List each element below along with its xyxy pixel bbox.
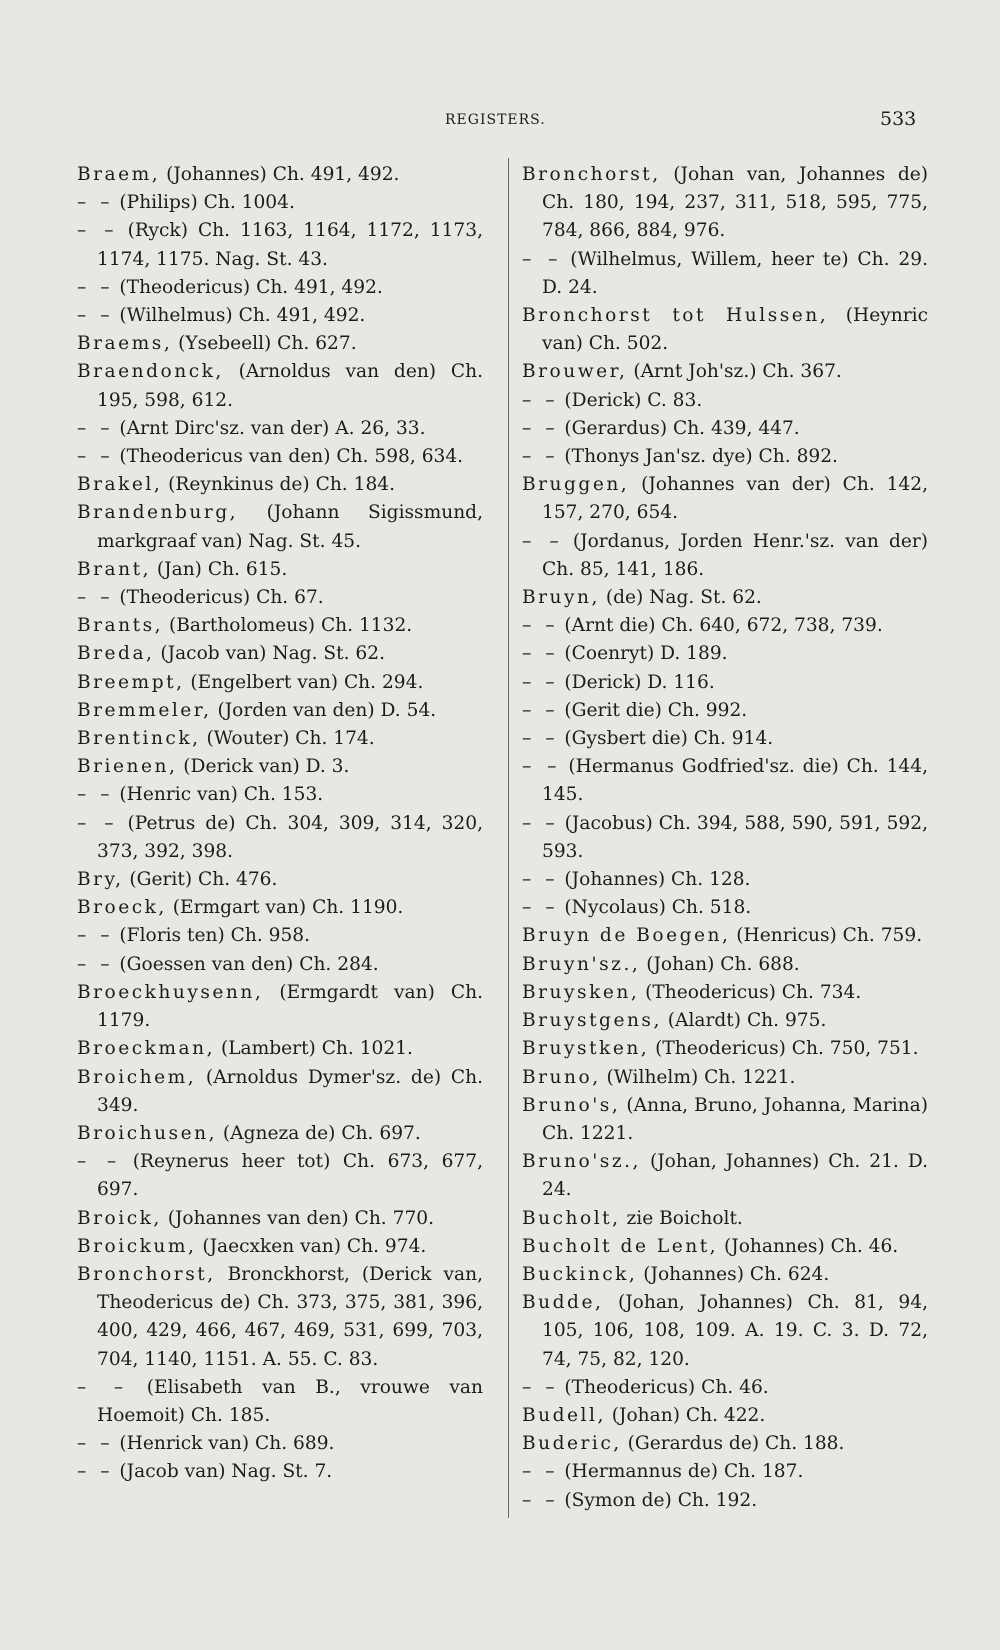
entry-headword: Braendonck,: [77, 361, 224, 383]
entry-text: (Derick) C. 83.: [558, 389, 703, 411]
entry-headword: Bruysken,: [522, 981, 640, 1003]
entry-headword: Brakel,: [77, 474, 163, 496]
entry-text: (Henricus) Ch. 759.: [730, 925, 923, 947]
entry-text: (Floris ten) Ch. 958.: [113, 925, 311, 947]
index-column-left: [77, 161, 483, 1487]
index-entry: [77, 1035, 483, 1063]
index-entry: [77, 302, 483, 330]
entry-ditto-dash: – –: [77, 925, 114, 947]
entry-headword: Bruggen,: [522, 474, 630, 496]
entry-text: (Ryck) Ch. 1163, 1164, 1172, 1173, 1174, 1175. Nag. St. 43.: [97, 220, 483, 270]
entry-text: (Gysbert die) Ch. 914.: [558, 728, 774, 750]
index-entry: [77, 217, 483, 273]
entry-text: (Johannes) Ch. 128.: [558, 869, 751, 891]
entry-text: (Jacob van) Nag. St. 62.: [154, 643, 386, 665]
entry-ditto-dash: – –: [77, 812, 118, 834]
index-entry: [77, 922, 483, 950]
page-number: 533: [880, 108, 917, 130]
index-entry: [522, 866, 928, 894]
index-entry: [522, 725, 928, 753]
entry-ditto-dash: – –: [77, 1433, 114, 1455]
entry-headword: Bruystgens,: [522, 1010, 662, 1032]
entry-text: (Henrick van) Ch. 689.: [113, 1433, 335, 1455]
entry-text: (Anna, Bruno, Johanna, Marina) Ch. 1221.: [542, 1094, 928, 1144]
index-entry: [77, 866, 483, 894]
entry-ditto-dash: – –: [522, 643, 559, 665]
entry-ditto-dash: – –: [522, 417, 559, 439]
index-entry: [77, 753, 483, 781]
entry-headword: Bucholt,: [522, 1207, 621, 1229]
entry-ditto-dash: – –: [77, 276, 114, 298]
entry-text: (Gerit) Ch. 476.: [123, 869, 278, 891]
entry-headword: Broichusen,: [77, 1122, 217, 1144]
index-entry: [77, 1233, 483, 1261]
index-entry: [522, 612, 928, 640]
entry-ditto-dash: – –: [522, 1461, 559, 1483]
entry-ditto-dash: – –: [77, 220, 118, 242]
entry-headword: Broeckman,: [77, 1038, 216, 1060]
index-entry: [522, 951, 928, 979]
entry-headword: Bucholt de Lent,: [522, 1235, 719, 1257]
entry-text: (Philips) Ch. 1004.: [113, 192, 295, 214]
index-entry: [77, 1148, 483, 1204]
index-entry: [77, 556, 483, 584]
entry-text: (Coenryt) D. 189.: [558, 643, 728, 665]
index-entry: [522, 415, 928, 443]
index-entry: [77, 1120, 483, 1148]
entry-headword: Bronchorst,: [522, 164, 661, 185]
entry-text: (Wilhelm) Ch. 1221.: [600, 1066, 796, 1088]
page-header: [0, 108, 1000, 138]
entry-ditto-dash: – –: [522, 530, 563, 552]
entry-text: (Theodericus) Ch. 750, 751.: [649, 1038, 919, 1060]
entry-text: (Johan, Johannes) Ch. 81, 94, 105, 106, 108, 109. A. 19. C. 3. D. 72, 74, 75, 82, 120.: [542, 1292, 928, 1370]
index-entry: [77, 415, 483, 443]
entry-text: (Hermannus de) Ch. 187.: [558, 1461, 804, 1483]
entry-text: (Derick van) D. 3.: [177, 756, 350, 778]
index-entry: [77, 499, 483, 555]
index-entry: [522, 753, 928, 809]
entry-headword: Broeck,: [77, 897, 167, 919]
entry-headword: Bruystken,: [522, 1038, 650, 1060]
index-entry: [522, 1148, 928, 1204]
entry-ditto-dash: – –: [522, 248, 562, 270]
entry-text: (Derick) D. 116.: [558, 671, 715, 693]
index-entry: [77, 358, 483, 414]
entry-text: (Johan van, Johannes de) Ch. 180, 194, 237, 311, 518, 595, 775, 784, 866, 884, 976.: [542, 164, 928, 242]
entry-ditto-dash: – –: [522, 1489, 559, 1511]
entry-headword: Bruno'sz.,: [522, 1151, 641, 1173]
index-entry: [522, 1261, 928, 1289]
index-entry: [522, 1092, 928, 1148]
entry-text: (Arnt Joh'sz.) Ch. 367.: [627, 361, 842, 383]
entry-ditto-dash: – –: [522, 671, 559, 693]
entry-text: (Johannes) Ch. 491, 492.: [160, 164, 400, 185]
entry-text: (Wilhelmus) Ch. 491, 492.: [113, 305, 366, 327]
entry-headword: Brants,: [77, 615, 164, 637]
index-entry: [522, 1233, 928, 1261]
entry-text: zie Boicholt.: [620, 1207, 743, 1229]
index-entry: [77, 979, 483, 1035]
entry-ditto-dash: – –: [77, 784, 114, 806]
index-entry: [522, 1064, 928, 1092]
index-entry: [77, 894, 483, 922]
index-entry: [522, 922, 928, 950]
index-entry: [522, 1374, 928, 1402]
entry-ditto-dash: – –: [522, 869, 559, 891]
entry-headword: Brienen,: [77, 756, 178, 778]
entry-headword: Brandenburg,: [77, 502, 239, 524]
index-entry: [77, 1430, 483, 1458]
index-entry: [77, 189, 483, 217]
index-entry: [77, 1374, 483, 1430]
entry-text: (Arnoldus Dymer'sz. de) Ch. 349.: [97, 1066, 483, 1116]
index-entry: [77, 640, 483, 668]
index-entry: [522, 246, 928, 302]
index-entry: [77, 471, 483, 499]
entry-text: (Jordanus, Jorden Henr.'sz. van der) Ch. 85, 141, 186.: [542, 530, 928, 580]
entry-text: (de) Nag. St. 62.: [599, 587, 762, 609]
entry-ditto-dash: – –: [522, 728, 559, 750]
entry-text: (Bartholomeus) Ch. 1132.: [163, 615, 413, 637]
index-entry: [77, 725, 483, 753]
entry-text: (Johan) Ch. 422.: [605, 1404, 766, 1426]
index-entry: [77, 584, 483, 612]
index-entry: [522, 1487, 928, 1515]
entry-headword: Bronchorst,: [77, 1263, 216, 1285]
column-divider: [508, 158, 509, 1518]
entry-text: (Hermanus Godfried'sz. die) Ch. 144, 145.: [542, 756, 928, 806]
entry-ditto-dash: – –: [522, 756, 561, 778]
index-entry: [522, 358, 928, 386]
entry-text: (Petrus de) Ch. 304, 309, 314, 320, 373, 392, 398.: [97, 812, 483, 862]
index-entry: [77, 1064, 483, 1120]
index-entry: [77, 443, 483, 471]
entry-text: (Agneza de) Ch. 697.: [217, 1122, 421, 1144]
index-entry: [77, 697, 483, 725]
index-entry: [77, 274, 483, 302]
index-entry: [522, 471, 928, 527]
entry-ditto-dash: – –: [522, 699, 559, 721]
entry-text: (Gerardus) Ch. 439, 447.: [558, 417, 800, 439]
entry-text: (Wilhelmus, Willem, heer te) Ch. 29. D. 24.: [542, 248, 928, 298]
entry-ditto-dash: – –: [77, 587, 114, 609]
entry-text: (Jacob van) Nag. St. 7.: [113, 1461, 333, 1483]
index-entry: [522, 1402, 928, 1430]
entry-text: (Johan, Johannes) Ch. 21. D. 24.: [542, 1151, 928, 1201]
entry-text: (Theodericus) Ch. 491, 492.: [113, 276, 383, 298]
index-entry: [522, 528, 928, 584]
entry-ditto-dash: – –: [77, 446, 114, 468]
entry-text: (Ermgardt van) Ch. 1179.: [97, 981, 483, 1032]
index-entry: [77, 612, 483, 640]
entry-ditto-dash: – –: [77, 1461, 114, 1483]
entry-ditto-dash: – –: [522, 615, 559, 637]
running-head: REGISTERS.: [445, 112, 546, 128]
entry-text: (Theodericus) Ch. 734.: [639, 981, 862, 1003]
entry-headword: Brant,: [77, 558, 151, 580]
entry-headword: Bruno's,: [522, 1094, 621, 1116]
entry-text: (Henric van) Ch. 153.: [113, 784, 324, 806]
index-entry: [522, 584, 928, 612]
entry-text: (Arnt die) Ch. 640, 672, 738, 739.: [558, 615, 883, 637]
entry-text: (Ysebeell) Ch. 627.: [172, 333, 357, 355]
index-entry: [522, 697, 928, 725]
entry-text: (Engelbert van) Ch. 294.: [184, 671, 424, 693]
entry-ditto-dash: – –: [77, 1151, 121, 1173]
entry-text: (Wouter) Ch. 174.: [200, 728, 375, 750]
entry-text: (Jan) Ch. 615.: [151, 558, 288, 580]
index-entry: [522, 1205, 928, 1233]
entry-headword: Bry,: [77, 869, 124, 891]
entry-text: (Gerardus de) Ch. 188.: [621, 1433, 845, 1455]
index-entry: [522, 810, 928, 866]
index-entry: [77, 781, 483, 809]
index-entry: [522, 640, 928, 668]
index-entry: [522, 1458, 928, 1486]
index-entry: [522, 1430, 928, 1458]
index-entry: [522, 669, 928, 697]
entry-headword: Bronchorst tot Hulssen,: [522, 305, 829, 327]
index-entry: [77, 951, 483, 979]
entry-text: (Jorden van den) D. 54.: [211, 699, 437, 721]
entry-text: (Johannes van der) Ch. 142, 157, 270, 654.: [542, 474, 928, 524]
entry-ditto-dash: – –: [522, 812, 559, 834]
entry-text: (Ermgart van) Ch. 1190.: [166, 897, 404, 919]
entry-ditto-dash: – –: [77, 192, 114, 214]
entry-text: (Reynkinus de) Ch. 184.: [162, 474, 396, 496]
index-entry: [522, 387, 928, 415]
index-entry: [77, 669, 483, 697]
index-entry: [77, 161, 483, 189]
entry-headword: Broick,: [77, 1207, 162, 1229]
entry-ditto-dash: – –: [77, 417, 114, 439]
entry-text: (Arnoldus van den) Ch. 195, 598, 612.: [97, 361, 483, 411]
entry-headword: Breda,: [77, 643, 155, 665]
entry-headword: Bruyn'sz.,: [522, 953, 641, 975]
index-entry: [522, 161, 928, 246]
entry-ditto-dash: – –: [77, 305, 114, 327]
entry-text: (Heynric van) Ch. 502.: [542, 305, 928, 355]
entry-text: (Theodericus) Ch. 46.: [558, 1376, 769, 1398]
index-entry: [77, 1261, 483, 1374]
entry-ditto-dash: – –: [522, 446, 559, 468]
index-entry: [522, 443, 928, 471]
index-entry: [77, 1205, 483, 1233]
index-column-right: [522, 161, 928, 1515]
entry-ditto-dash: – –: [522, 389, 559, 411]
entry-headword: Broeckhuysenn,: [77, 981, 264, 1003]
entry-text: (Theodericus) Ch. 67.: [113, 587, 324, 609]
entry-headword: Bruno,: [522, 1066, 601, 1088]
entry-ditto-dash: – –: [522, 897, 559, 919]
entry-headword: Broickum,: [77, 1235, 197, 1257]
entry-text: (Arnt Dirc'sz. van der) A. 26, 33.: [113, 417, 426, 439]
entry-headword: Braem,: [77, 164, 161, 185]
entry-headword: Bruyn,: [522, 587, 600, 609]
entry-headword: Brouwer,: [522, 361, 628, 383]
entry-headword: Buderic,: [522, 1433, 622, 1455]
entry-headword: Broichem,: [77, 1066, 197, 1088]
entry-headword: Budde,: [522, 1292, 604, 1314]
index-entry: [522, 1289, 928, 1374]
entry-text: (Reynerus heer tot) Ch. 673, 677, 697.: [97, 1151, 483, 1201]
entry-headword: Buckinck,: [522, 1263, 638, 1285]
entry-ditto-dash: – –: [77, 1376, 128, 1398]
entry-text: (Symon de) Ch. 192.: [558, 1489, 758, 1511]
index-entry: [522, 1035, 928, 1063]
entry-text: (Johannes) Ch. 46.: [718, 1235, 899, 1257]
entry-text: (Goessen van den) Ch. 284.: [113, 953, 379, 975]
entry-text: (Theodericus van den) Ch. 598, 634.: [113, 446, 464, 468]
entry-headword: Bremmeler,: [77, 699, 212, 721]
entry-text: (Alardt) Ch. 975.: [661, 1010, 827, 1032]
entry-text: (Gerit die) Ch. 992.: [558, 699, 748, 721]
index-entry: [522, 302, 928, 358]
entry-text: (Nycolaus) Ch. 518.: [558, 897, 752, 919]
entry-headword: Bruyn de Boegen,: [522, 925, 731, 947]
index-entry: [77, 330, 483, 358]
entry-text: Bronckhorst, (Derick van, Theodericus de) Ch. 373, 375, 381, 396, 400, 429, 466, 467, 469, 531, 699, 703, 704, 1140, 1151. A. 55. C. 83.: [97, 1263, 483, 1370]
entry-headword: Budell,: [522, 1404, 606, 1426]
entry-text: (Jaecxken van) Ch. 974.: [196, 1235, 427, 1257]
index-entry: [522, 979, 928, 1007]
entry-text: (Johann Sigissmund, markgraaf van) Nag. St. 45.: [97, 502, 483, 552]
entry-text: (Lambert) Ch. 1021.: [215, 1038, 413, 1060]
entry-text: (Elisabeth van B., vrouwe van Hoemoit) Ch. 185.: [97, 1376, 483, 1426]
entry-headword: Brentinck,: [77, 728, 201, 750]
entry-headword: Breempt,: [77, 671, 185, 693]
entry-text: (Jacobus) Ch. 394, 588, 590, 591, 592, 593.: [542, 812, 928, 862]
entry-text: (Thonys Jan'sz. dye) Ch. 892.: [558, 446, 838, 468]
index-entry: [522, 894, 928, 922]
index-entry: [522, 1007, 928, 1035]
entry-text: (Johannes van den) Ch. 770.: [161, 1207, 435, 1229]
entry-ditto-dash: – –: [77, 953, 114, 975]
entry-headword: Braems,: [77, 333, 173, 355]
entry-text: (Johan) Ch. 688.: [640, 953, 800, 975]
entry-ditto-dash: – –: [522, 1376, 559, 1398]
index-entry: [77, 1458, 483, 1486]
index-entry: [77, 810, 483, 866]
entry-text: (Johannes) Ch. 624.: [637, 1263, 830, 1285]
